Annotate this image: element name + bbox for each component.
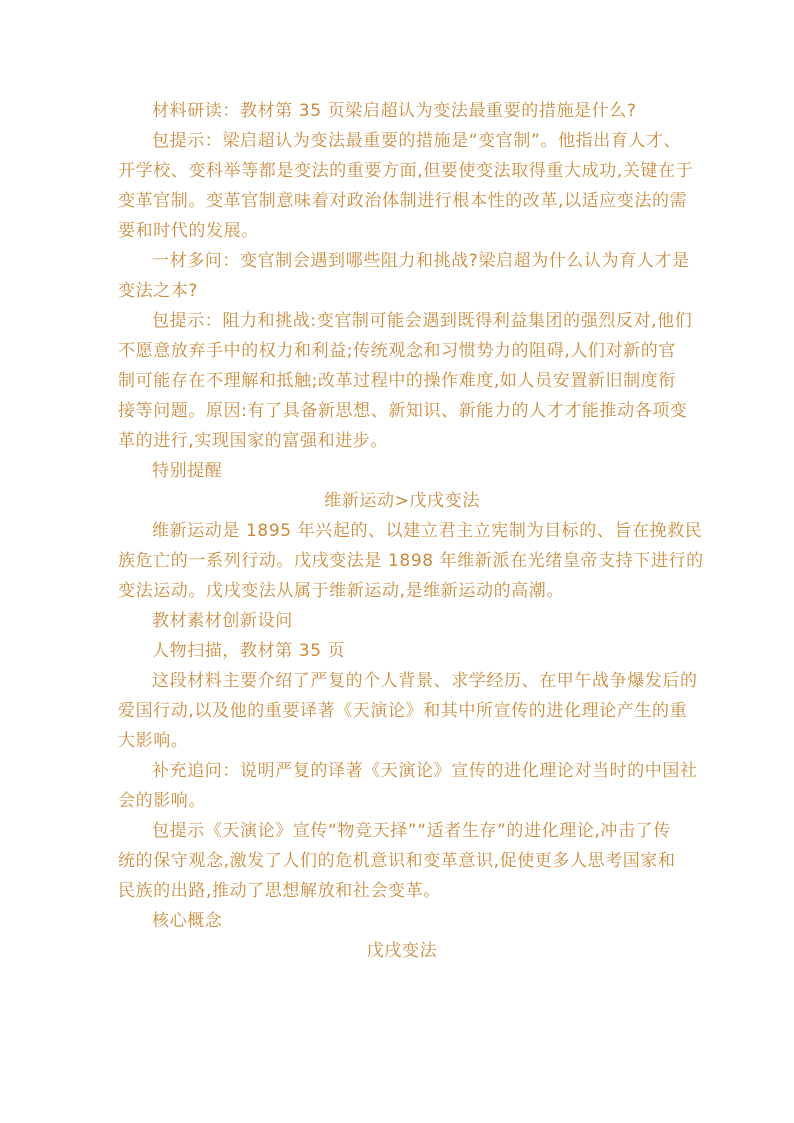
text-line: 革的进行,实现国家的富强和进步。	[118, 431, 389, 451]
text-line: 人物扫描，教材第 35 页	[152, 641, 346, 661]
text-line: 一材多问：变官制会遇到哪些阻力和挑战?梁启超为什么认为育人才是	[152, 251, 690, 271]
text-line: 补充追问：说明严复的译著《天演论》宣传的进化理论对当时的中国社	[152, 761, 698, 781]
text-line: 统的保守观念,激发了人们的危机意识和变革意识,促使更多人思考国家和	[118, 851, 676, 871]
document-body	[118, 96, 704, 966]
text-line: 包提示《天演论》宣传“物竞天择”“适者生存”的进化理论,冲击了传	[152, 821, 671, 841]
text-line: 特别提醒	[152, 461, 223, 481]
text-line: 大影响。	[118, 731, 189, 751]
text-line: 这段材料主要介绍了严复的个人背景、求学经历、在甲午战争爆发后的	[152, 671, 698, 691]
text-line: 会的影响。	[118, 791, 206, 811]
text-line: 变革官制。变革官制意味着对政治体制进行根本性的改革,以适应变法的需	[118, 191, 688, 211]
text-line: 变法运动。戊戌变法从属于维新运动,是维新运动的高潮。	[118, 581, 565, 601]
text-line: 包提示：梁启超认为变法最重要的措施是“变官制”。他指出育人才、	[152, 131, 682, 151]
text-line: 开学校、变科举等都是变法的重要方面,但要使变法取得重大成功,关键在于	[118, 161, 694, 181]
text-line: 爱国行动,以及他的重要译著《天演论》和其中所宣传的进化理论产生的重	[118, 701, 688, 721]
text-line: 民族的出路,推动了思想解放和社会变革。	[118, 881, 441, 901]
section-heading: 戊戌变法	[366, 941, 438, 961]
text-line: 核心概念	[152, 911, 223, 931]
text-line: 教材素材创新设问	[152, 611, 293, 631]
text-line: 材料研读：教材第 35 页梁启超认为变法最重要的措施是什么?	[152, 101, 637, 121]
text-line: 不愿意放弃手中的权力和利益;传统观念和习惯势力的阻碍,人们对新的官	[118, 341, 676, 361]
text-line: 族危亡的一系列行动。戊戌变法是 1898 年维新派在光绪皇帝支持下进行的	[118, 551, 704, 571]
text-line: 制可能存在不理解和抵触;改革过程中的操作难度,如人员安置新旧制度衔	[118, 371, 676, 391]
text-line: 接等问题。原因:有了具备新思想、新知识、新能力的人才才能推动各项变	[118, 401, 688, 421]
text-line: 要和时代的发展。	[118, 221, 259, 241]
section-heading: 维新运动>戊戌变法	[324, 491, 480, 511]
text-line: 包提示：阻力和挑战:变官制可能会遇到既得利益集团的强烈反对,他们	[152, 311, 693, 331]
text-line: 维新运动是 1895 年兴起的、以建立君主立宪制为目标的、旨在挽救民	[152, 521, 703, 541]
text-line: 变法之本?	[118, 281, 199, 301]
